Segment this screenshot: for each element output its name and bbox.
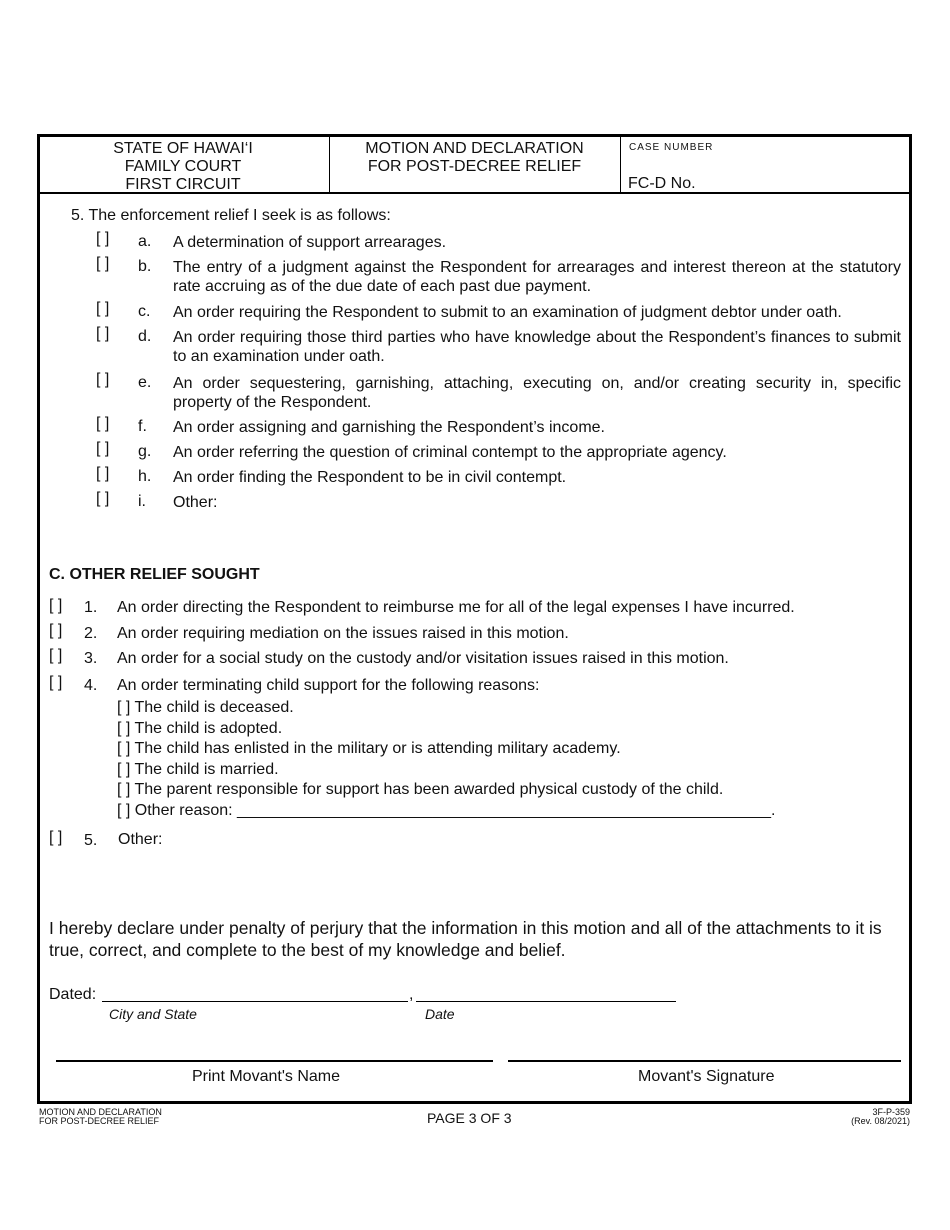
item-text: An order directing the Respondent to reimburse me for all of the legal expenses I have incurred. [117,599,795,616]
form-number: 3F-P-359 [872,1107,910,1117]
item-text: An order assigning and garnishing the Respondent’s income. [173,419,605,436]
checkbox-5i[interactable]: [ ] [96,490,110,507]
termination-reasons-list [117,698,775,821]
reason-adopted[interactable]: [ ] The child is adopted. [117,719,283,737]
item-letter: g. [138,443,152,460]
checkbox-c5[interactable]: [ ] [49,829,63,846]
form-title-block [329,134,621,192]
item-letter: f. [138,418,147,435]
form-header [37,134,912,194]
item-text: An order requiring those third parties who have knowledge about the Respondent’s finances to submit to an examination under oath. [173,329,901,365]
checkbox-5e[interactable]: [ ] [96,371,110,388]
footer-title-line1: MOTION AND DECLARATION [39,1107,162,1117]
revision-date: (Rev. 08/2021) [851,1116,910,1126]
item-number: 4. [84,677,98,694]
item-text: An order requiring the Respondent to submit to an examination of judgment debtor under oath. [173,304,842,321]
case-number-field[interactable]: FC-D No. [628,175,696,192]
declaration-text: I hereby declare under penalty of perjury that the information in this motion and all of the attachments to it is true, correct, and complete to the best of my knowledge and belief. [49,918,882,960]
checkbox-c3[interactable]: [ ] [49,647,63,664]
checkbox-5h[interactable]: [ ] [96,465,110,482]
item-text: An order for a social study on the custody and/or visitation issues raised in this motion. [117,650,729,667]
item-letter: a. [138,233,152,250]
form-title-line1: MOTION AND DECLARATION [365,140,584,157]
item-number: 1. [84,599,98,616]
checkbox-5d[interactable]: [ ] [96,325,110,342]
item-letter: e. [138,374,152,391]
reason-custody[interactable]: [ ] The parent responsible for support has been awarded physical custody of the child. [117,781,724,798]
checkbox-c4[interactable]: [ ] [49,674,63,691]
case-number-block [620,134,910,192]
date-caption: Date [425,1006,455,1022]
checkbox-c1[interactable]: [ ] [49,597,63,614]
item-text: An order referring the question of criminal contempt to the appropriate agency. [173,444,727,461]
court-name: FAMILY COURT [124,158,242,175]
item-letter: h. [138,468,152,485]
checkbox-5b[interactable]: [ ] [96,255,110,272]
city-state-line[interactable] [102,1001,408,1002]
reason-married[interactable]: [ ] The child is married. [117,760,279,778]
case-number-label: CASE NUMBER [629,142,714,153]
dated-label: Dated: [49,986,97,1003]
enforcement-intro: 5. The enforcement relief I seek is as follows: [71,207,391,224]
item-text: An order terminating child support for the following reasons: [117,677,540,694]
item-text: The entry of a judgment against the Respondent for arrearages and interest thereon at the statutory rate accruing as of the due date of each past due payment. [173,259,901,295]
item-letter: c. [138,303,151,320]
checkbox-5f[interactable]: [ ] [96,415,110,432]
item-number: 2. [84,625,98,642]
checkbox-c2[interactable]: [ ] [49,622,63,639]
print-name-line[interactable] [56,1060,493,1062]
footer-form-title [39,1108,162,1126]
item-letter: d. [138,328,152,345]
reason-deceased[interactable]: [ ] The child is deceased. [117,699,294,716]
reason-other[interactable]: [ ] Other reason: ____________________________________________________________. [117,801,776,819]
date-line[interactable] [416,1001,676,1002]
form-title-line2: FOR POST-DECREE RELIEF [367,158,582,175]
dated-comma: , [409,986,414,1003]
court-state: STATE OF HAWAI‘I [113,140,253,157]
reason-military[interactable]: [ ] The child has enlisted in the military or is attending military academy. [117,740,621,757]
court-block [37,134,330,192]
signature-line[interactable] [508,1060,901,1062]
print-name-caption: Print Movant's Name [192,1068,340,1085]
checkbox-5g[interactable]: [ ] [96,440,110,457]
signature-caption: Movant's Signature [638,1068,775,1085]
item-number: 5. [84,832,98,849]
item-text: A determination of support arrearages. [173,234,447,251]
item-text: Other: [118,831,163,848]
item-text: An order finding the Respondent to be in civil contempt. [173,469,567,486]
checkbox-5a[interactable]: [ ] [96,230,110,247]
footer-form-number [820,1108,910,1126]
item-number: 3. [84,650,98,667]
item-text: An order sequestering, garnishing, attaching, executing on, and/or creating security in, specific property of the Respondent. [173,375,901,411]
court-circuit: FIRST CIRCUIT [125,176,241,193]
page-number: PAGE 3 OF 3 [427,1110,512,1126]
item-letter: b. [138,258,152,275]
item-letter: i. [138,493,146,510]
checkbox-5c[interactable]: [ ] [96,300,110,317]
item-text: An order requiring mediation on the issues raised in this motion. [117,625,569,642]
footer-title-line2: FOR POST-DECREE RELIEF [39,1116,160,1126]
city-state-caption: City and State [109,1006,197,1022]
item-text: Other: [173,494,218,511]
section-c-title: C. OTHER RELIEF SOUGHT [49,566,260,583]
